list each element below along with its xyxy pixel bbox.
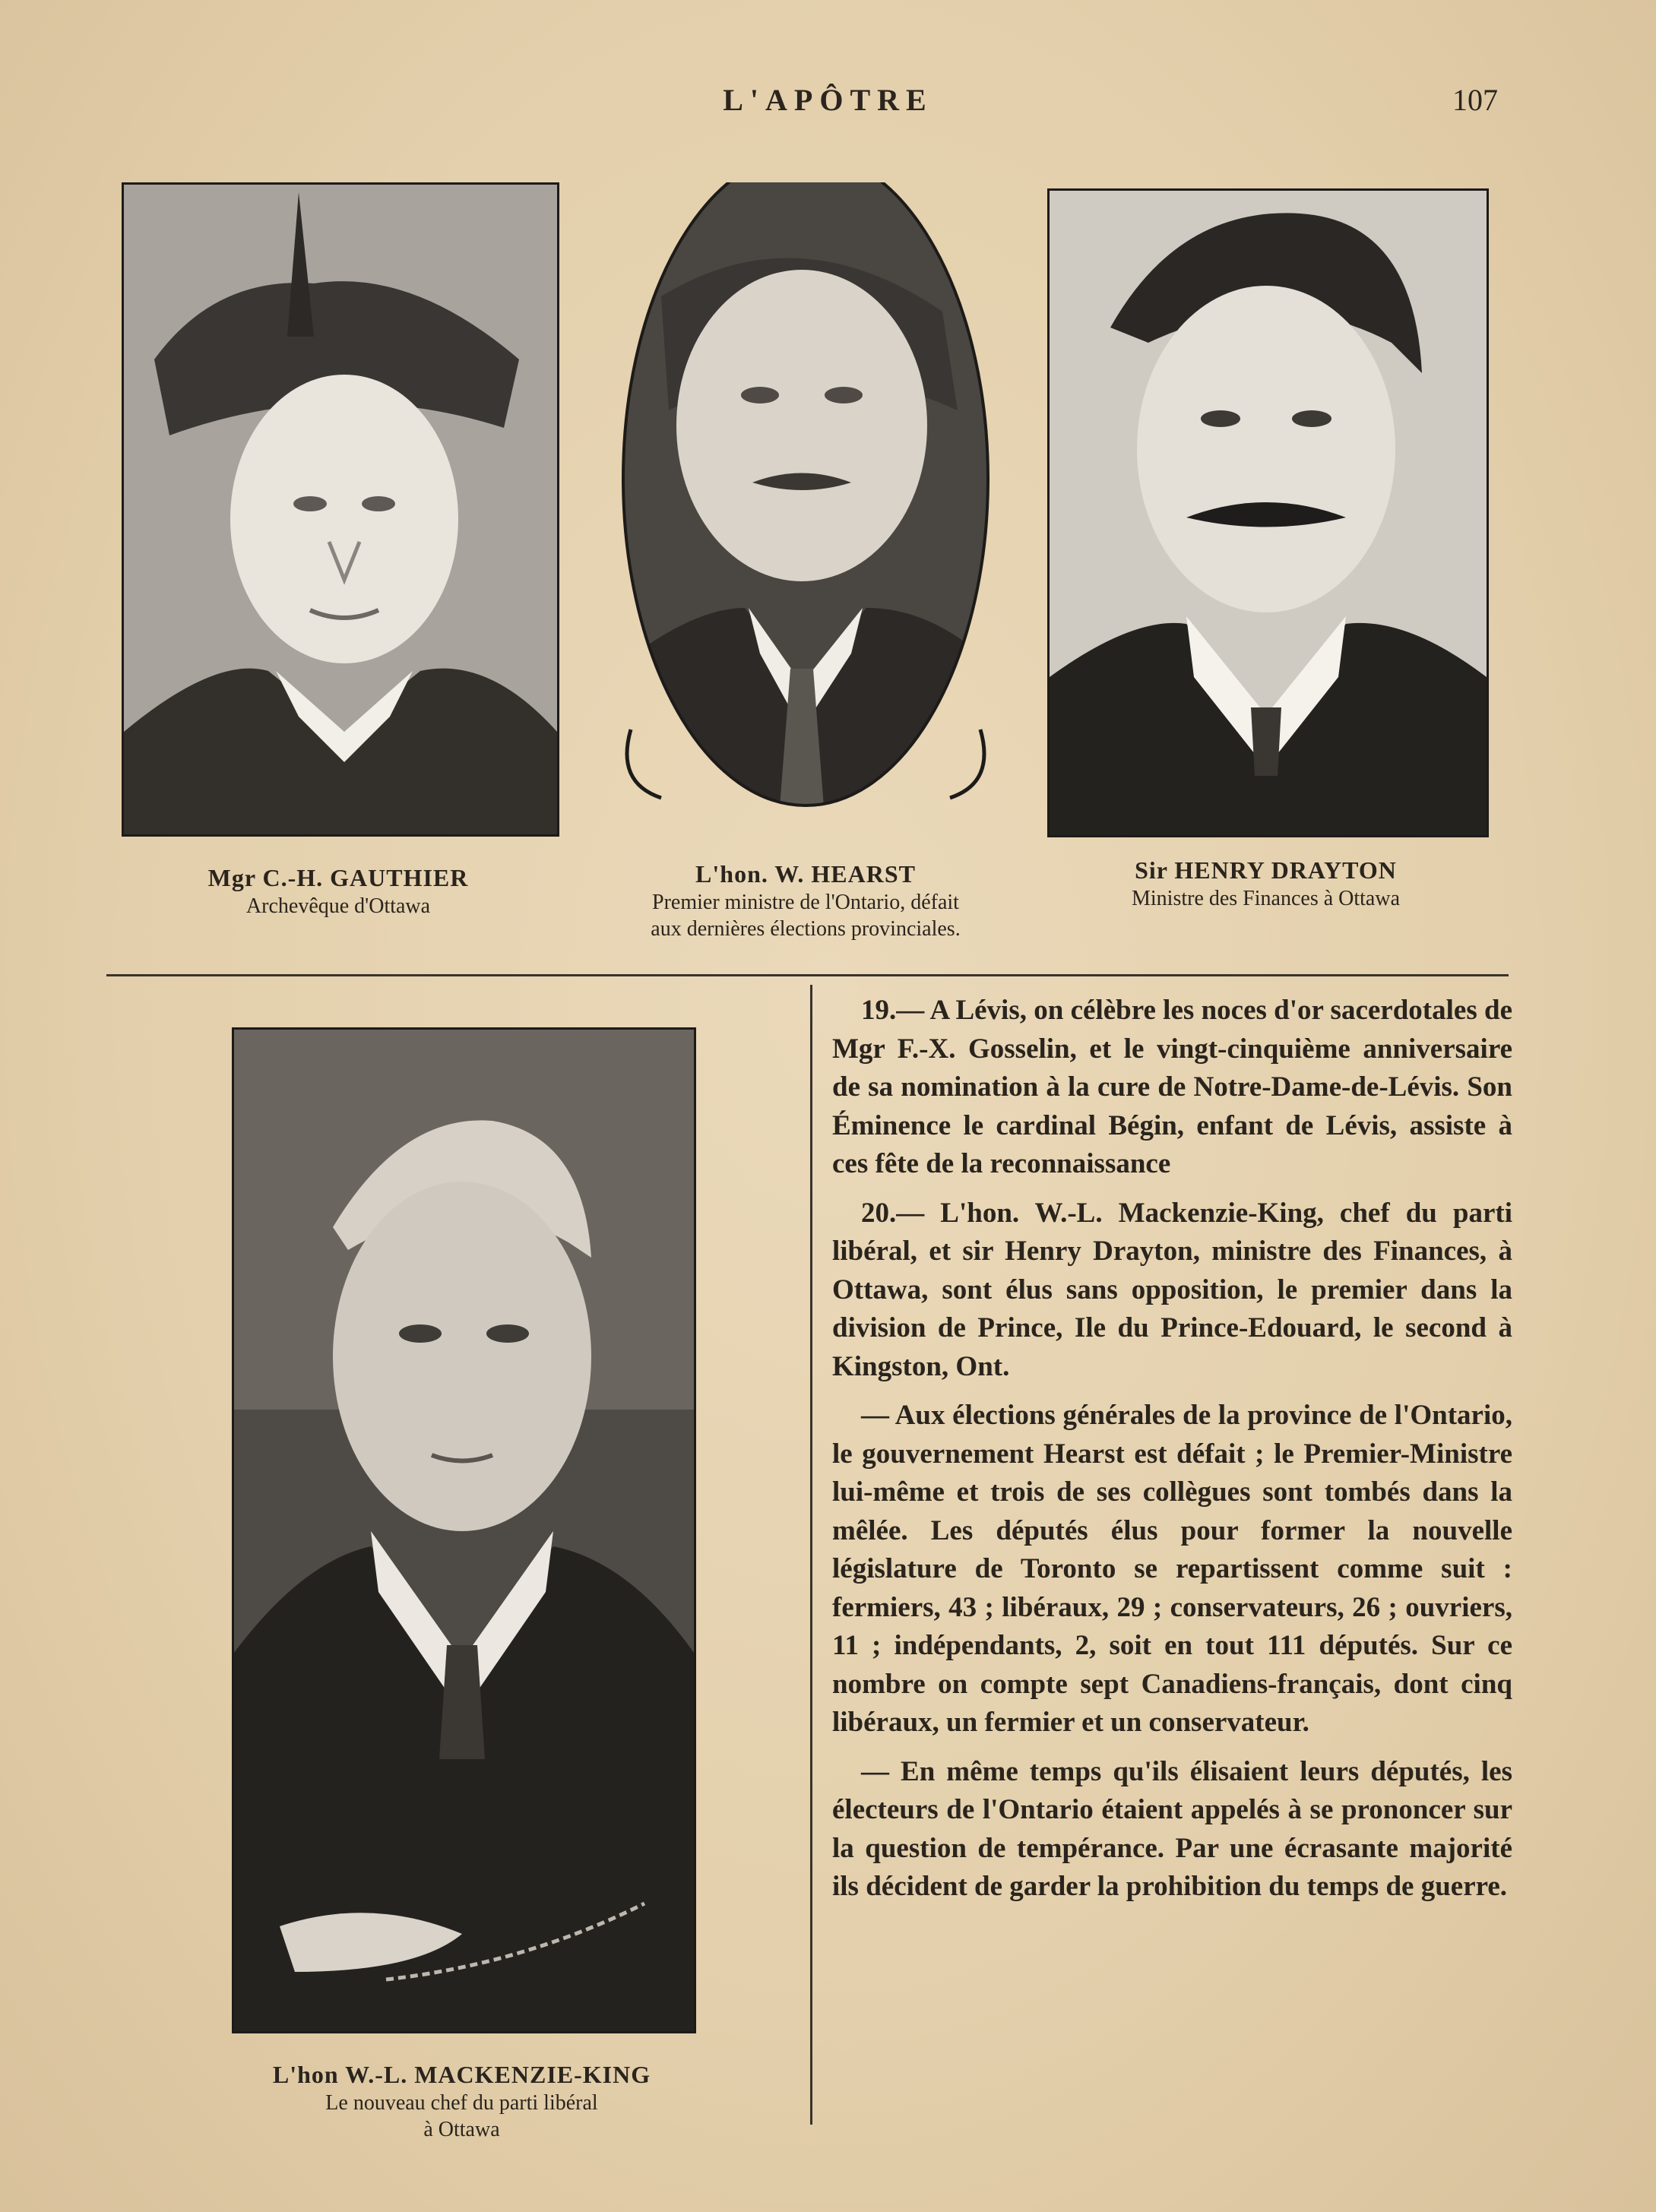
portrait-photo-gauthier — [122, 182, 559, 837]
caption-name: Sir HENRY DRAYTON — [1135, 856, 1397, 884]
portrait-photo-drayton — [1047, 188, 1489, 837]
caption-desc-line2: aux dernières élections provinciales. — [651, 917, 961, 941]
caption-desc: Ministre des Finances à Ottawa — [1131, 887, 1401, 910]
portrait-photo-hearst — [616, 182, 996, 817]
page-number: 107 — [1452, 83, 1498, 117]
caption-desc: Archevêque d'Ottawa — [245, 894, 431, 918]
caption-gauthier — [122, 862, 555, 919]
caption-desc-line1: Premier ministre de l'Ontario, défait — [652, 891, 959, 914]
article-paragraph: 19.— A Lévis, on célèbre les noces d'or sacerdotales de Mgr F.-X. Gosselin, et le vingt-cinquième anniversaire de sa nomination à la cure de Notre-Dame-de-Lévis. Son Éminence le cardinal Bégin, enfant de Lévis, assiste à ces fête de la reconnaissance — [832, 995, 1512, 1179]
article-paragraph: 20.— L'hon. W.-L. Mackenzie-King, chef du parti libéral, et sir Henry Drayton, ministre des Finances, à Ottawa, sont élus sans opposition, le premier dans la division de Prince, Ile du Prince-Edouard, le second à Kingston, Ont. — [832, 1197, 1512, 1382]
caption-hearst — [570, 859, 1041, 942]
horizontal-rule — [106, 974, 1509, 976]
caption-desc-line2: à Ottawa — [423, 2118, 500, 2141]
caption-name: L'hon W.-L. MACKENZIE-KING — [272, 2061, 651, 2088]
column-rule — [810, 985, 812, 2125]
running-title: L'APÔTRE — [723, 83, 933, 117]
caption-desc-line1: Le nouveau chef du parti libéral — [325, 2091, 598, 2115]
article-column — [832, 992, 1512, 1917]
caption-mackenzie-king — [190, 2059, 733, 2143]
caption-name: Mgr C.-H. GAUTHIER — [207, 864, 469, 891]
caption-drayton — [1047, 855, 1484, 912]
article-paragraph: — En même temps qu'ils élisaient leurs députés, les électeurs de l'Ontario étaient appelés à se prononcer sur la question de tempérance. Par une écrasante majorité ils décident de garder la prohibition du temps de guerre. — [832, 1755, 1512, 1902]
portrait-photo-mackenzie-king — [232, 1027, 696, 2033]
caption-name: L'hon. W. HEARST — [695, 860, 916, 888]
article-paragraph: — Aux élections générales de la province de l'Ontario, le gouvernement Hearst est défait ; le Premier-Ministre lui-même et trois de ses collègues sont tombés dans la mêlée. Les députés élus pour former la nouvelle législature de Toronto se repartissent comme suit : fermiers, 43 ; libéraux, 29 ; conservateurs, 26 ; ouvriers, 11 ; indépendants, 2, soit en tout 111 députés. Sur ce nombre on compte sept Canadiens-français, dont cinq libéraux, un fermier et un conservateur. — [832, 1400, 1512, 1738]
